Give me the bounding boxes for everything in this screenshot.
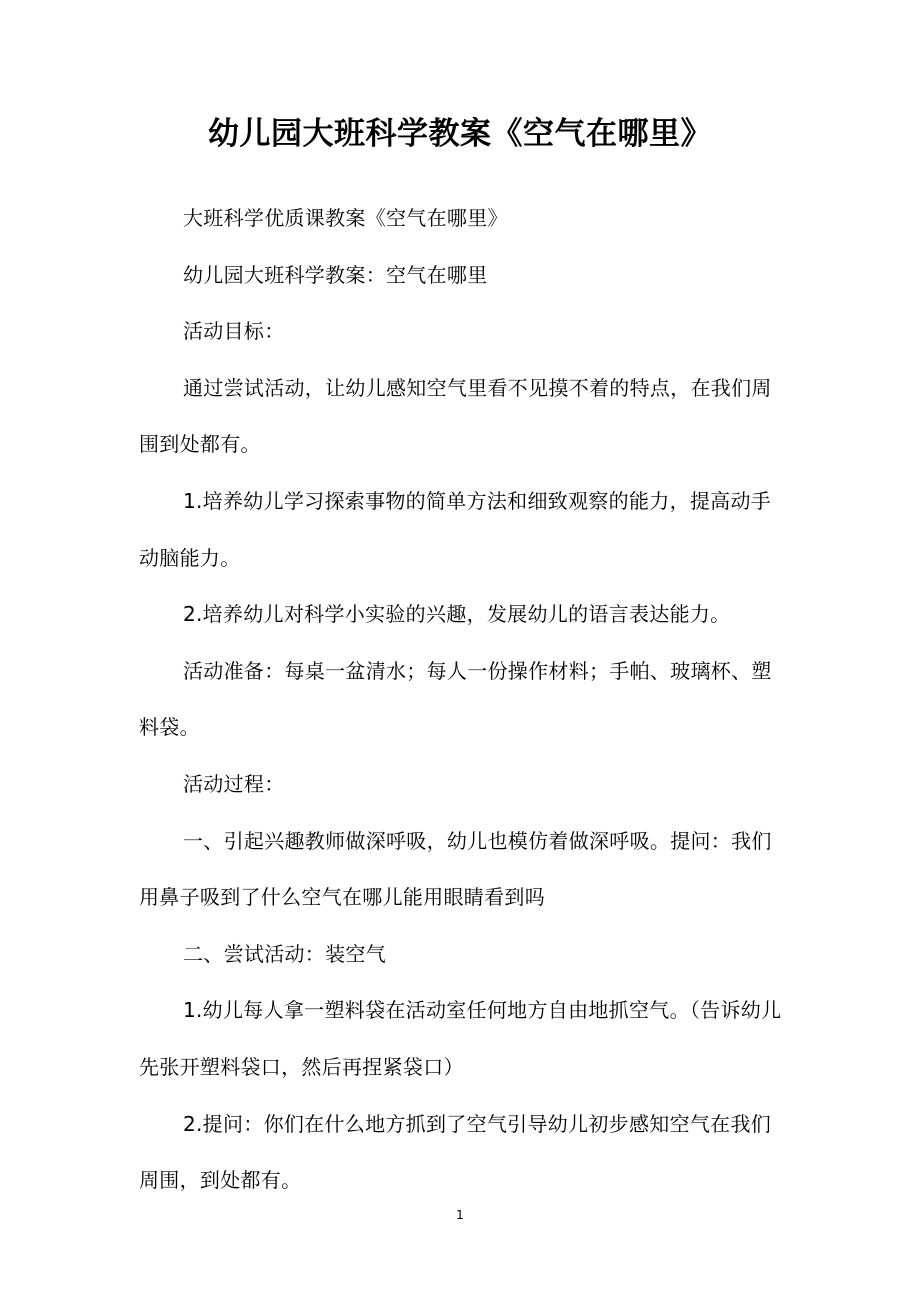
paragraph-step-1: 一、引起兴趣教师做深呼吸，幼儿也模仿着做深呼吸。提问：我们用鼻子吸到了什么空气在哪儿能用眼睛看到吗 xyxy=(139,828,772,910)
paragraph-goal-1: 1.培养幼儿学习探索事物的简单方法和细致观察的能力，提高动手动脑能力。 xyxy=(139,488,772,570)
paragraph-subtitle: 大班科学优质课教案《空气在哪里》 xyxy=(183,206,508,230)
paragraph-preparation: 活动准备：每桌一盆清水；每人一份操作材料；手帕、玻璃杯、塑料袋。 xyxy=(139,658,772,740)
paragraph-step-2-1: 1.幼儿每人拿一塑料袋在活动室任何地方自由地抓空气。（告诉幼儿先张开塑料袋口，然后再捏紧袋口） xyxy=(139,998,782,1079)
document-title: 幼儿园大班科学教案《空气在哪里》 xyxy=(208,116,712,152)
document-body xyxy=(139,190,789,1209)
paragraph-goals-heading: 活动目标： xyxy=(183,319,285,344)
paragraph-goal-main: 通过尝试活动，让幼儿感知空气里看不见摸不着的特点，在我们周围到处都有。 xyxy=(139,375,772,457)
paragraph-process-heading: 活动过程： xyxy=(183,771,285,796)
page-number: 1 xyxy=(456,1208,464,1222)
paragraph-lesson-name: 幼儿园大班科学教案：空气在哪里 xyxy=(183,262,488,287)
paragraph-goal-2: 2.培养幼儿对科学小实验的兴趣，发展幼儿的语言表达能力。 xyxy=(183,602,731,627)
paragraph-step-2-2: 2.提问：你们在什么地方抓到了空气引导幼儿初步感知空气在我们周围，到处都有。 xyxy=(139,1111,772,1193)
paragraph-step-2-heading: 二、尝试活动：装空气 xyxy=(183,941,386,966)
